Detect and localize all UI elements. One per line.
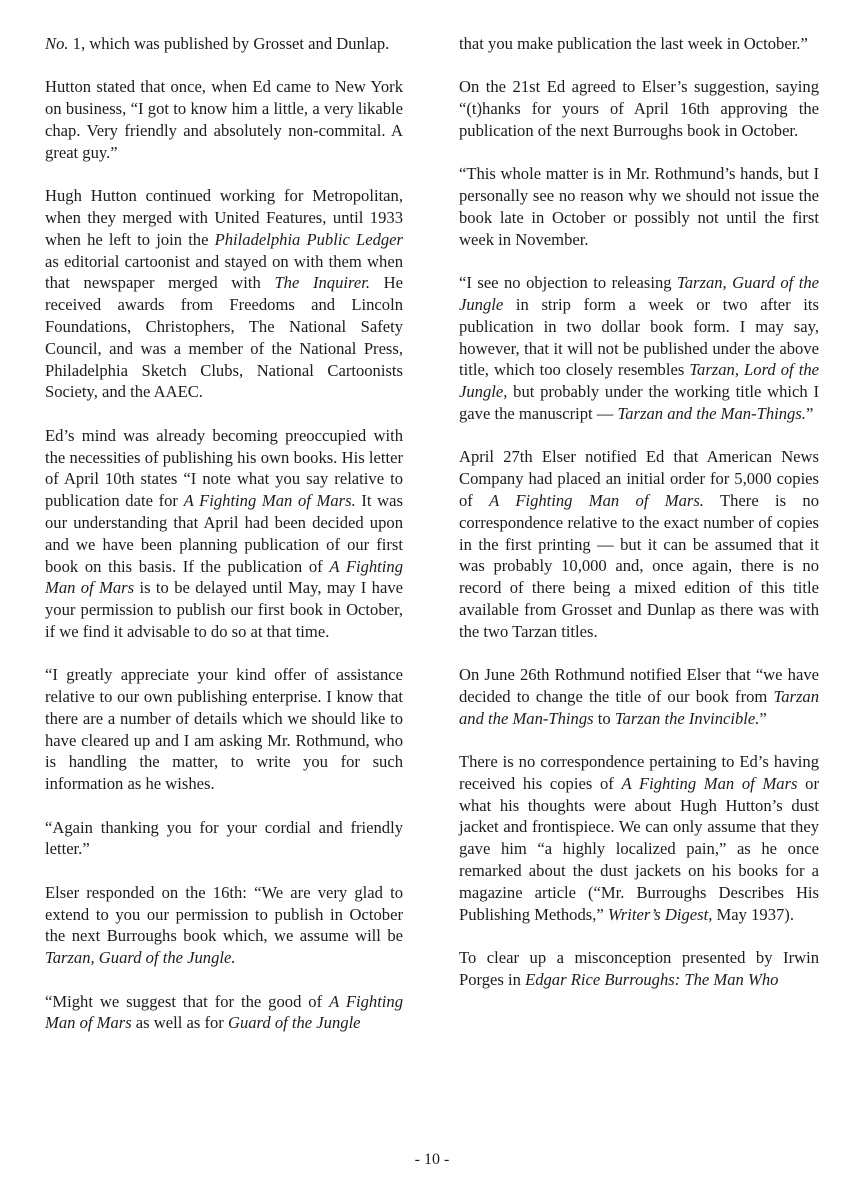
text-run: 1, which was published by Grosset and Dunlap.: [68, 34, 390, 53]
text-run: ”: [759, 708, 767, 728]
paragraph: [459, 163, 819, 250]
paragraph: [45, 425, 403, 643]
text-run: as well as for: [131, 1013, 228, 1033]
italic-text: Tarzan, Guard of the Jungle.: [45, 948, 236, 968]
text-run: Elser responded on the 16th: “We are very glad to extend to you our permission to publish in October the next Burroughs book which, we assume will be: [45, 882, 403, 946]
text-run: Hutton stated that once, when Ed came to New York on business, “I got to know him a little, a very likable chap. Very friendly and absolutely non-commital. A great guy.”: [45, 77, 403, 162]
text-run: to: [593, 708, 615, 728]
italic-text: A Fighting Man of Mars.: [489, 490, 704, 510]
italic-text: The Inquirer.: [274, 273, 370, 293]
text-run: but probably under the working title which I gave the manuscript —: [459, 382, 819, 423]
paragraph: [459, 272, 819, 425]
text-run: Hugh Hutton continued working for Metropolitan, when they merged with United Features, until 1933 when he left to join the: [45, 186, 403, 249]
text-run: ”: [805, 403, 814, 423]
text-run: “This whole matter is in Mr. Rothmund’s hands, but I personally see no reason why we should not issue the book late in October or possibly not until the first week in November.: [459, 164, 819, 249]
text-run: To clear up a misconception presented by Irwin Porges in: [459, 948, 819, 989]
text-run: “Again thanking you for your cordial and friendly letter.”: [45, 817, 403, 859]
italic-text: A Fighting Man of Mars: [45, 991, 404, 1033]
paragraph: [45, 185, 403, 403]
paragraph: [459, 76, 819, 141]
italic-text: A Fighting Man of Mars: [45, 556, 403, 598]
text-run: There is no correspondence relative to the exact number of copies in the first printing — but it can be assumed that it was probably 10,000 and, once again, there is no record of there being a mixed edition of this title available from Grosset and Dunlap as there was with the two Tarzan titles.: [459, 490, 819, 641]
italic-text: Guard of the Jungle: [227, 1013, 361, 1033]
text-run: “I see no objection to releasing: [459, 273, 678, 293]
right-column: [459, 33, 819, 1012]
page-number: - 10 -: [414, 1151, 450, 1168]
paragraph: [459, 446, 819, 642]
paragraph: [459, 664, 819, 729]
italic-text: Tarzan, Guard of the Jungle: [459, 273, 819, 314]
paragraph: [45, 991, 403, 1035]
italic-text: Tarzan and the Man-Things: [459, 686, 819, 728]
italic-text: No.: [45, 34, 69, 53]
italic-text: Tarzan, Lord of the Jungle,: [459, 360, 819, 402]
paragraph: [45, 882, 403, 969]
text-run: It was our understanding that April had been decided upon and we have been planning publication of our first book on this basis. If the publication of: [45, 491, 403, 576]
paragraph: [45, 664, 403, 795]
italic-text: Tarzan and the Man-Things.: [617, 403, 806, 423]
italic-text: A Fighting Man of Mars: [621, 773, 798, 793]
text-run: He received awards from Freedoms and Lincoln Foundations, Christophers, The National Safety Council, and was a member of the National Press, Philadelphia Sketch Clubs, National Cartoonists Society, and the AAEC.: [45, 273, 404, 402]
text-run: Ed’s mind was already becoming preoccupied with the necessities of publishing his own books. His letter of April 10th states “I note what you say relative to publication date for: [45, 425, 403, 511]
paragraph: [45, 817, 403, 861]
text-run: On June 26th Rothmund notified Elser that “we have decided to change the title of our book from: [459, 665, 819, 706]
text-run: “I greatly appreciate your kind offer of assistance relative to our own publishing enterprise. I know that there are a number of details which we should like to have cleared up and I am asking Mr. Rothmund, who is handling the matter, to write you for such information as he wishes.: [45, 665, 403, 794]
italic-text: Edgar Rice Burroughs: The Man Who: [525, 969, 779, 989]
paragraph: [45, 33, 403, 55]
paragraph: [459, 33, 819, 55]
left-column: [45, 33, 403, 1056]
text-run: in strip form a week or two after its publication in two dollar book form. I may say, however, that it will not be published under the above title, which too closely resembles: [459, 294, 819, 380]
italic-text: A Fighting Man of Mars.: [183, 491, 356, 511]
text-run: is to be delayed until May, may I have your permission to publish our first book in October, if we find it advisable to do so at that time.: [45, 578, 404, 641]
italic-text: Tarzan the Invincible.: [614, 708, 760, 728]
italic-text: Philadelphia Public Ledger: [214, 229, 403, 249]
text-run: as editorial cartoonist and stayed on with them when that newspaper merged with: [45, 251, 403, 293]
paragraph: [459, 751, 819, 925]
text-run: “Might we suggest that for the good of: [45, 991, 330, 1011]
text-run: May 1937).: [712, 904, 794, 924]
paragraph: [45, 76, 403, 163]
text-run: On the 21st Ed agreed to Elser’s suggestion, saying “(t)hanks for yours of April 16th approving the publication of the next Burroughs book in October.: [459, 77, 819, 140]
italic-text: Writer’s Digest,: [607, 904, 713, 924]
paragraph: [459, 947, 819, 991]
text-run: or what his thoughts were about Hugh Hutton’s dust jacket and frontispiece. We can only assume that they gave him “a highly localized pain,” as he once remarked about the dust jackets on his books for a magazine article (“Mr. Burroughs Describes His Publishing Methods,”: [459, 773, 819, 924]
text-run: that you make publication the last week in October.”: [459, 34, 808, 53]
text-run: April 27th Elser notified Ed that American News Company had placed an initial order for 5,000 copies of: [459, 447, 819, 510]
text-run: There is no correspondence pertaining to Ed’s having received his copies of: [459, 752, 819, 793]
